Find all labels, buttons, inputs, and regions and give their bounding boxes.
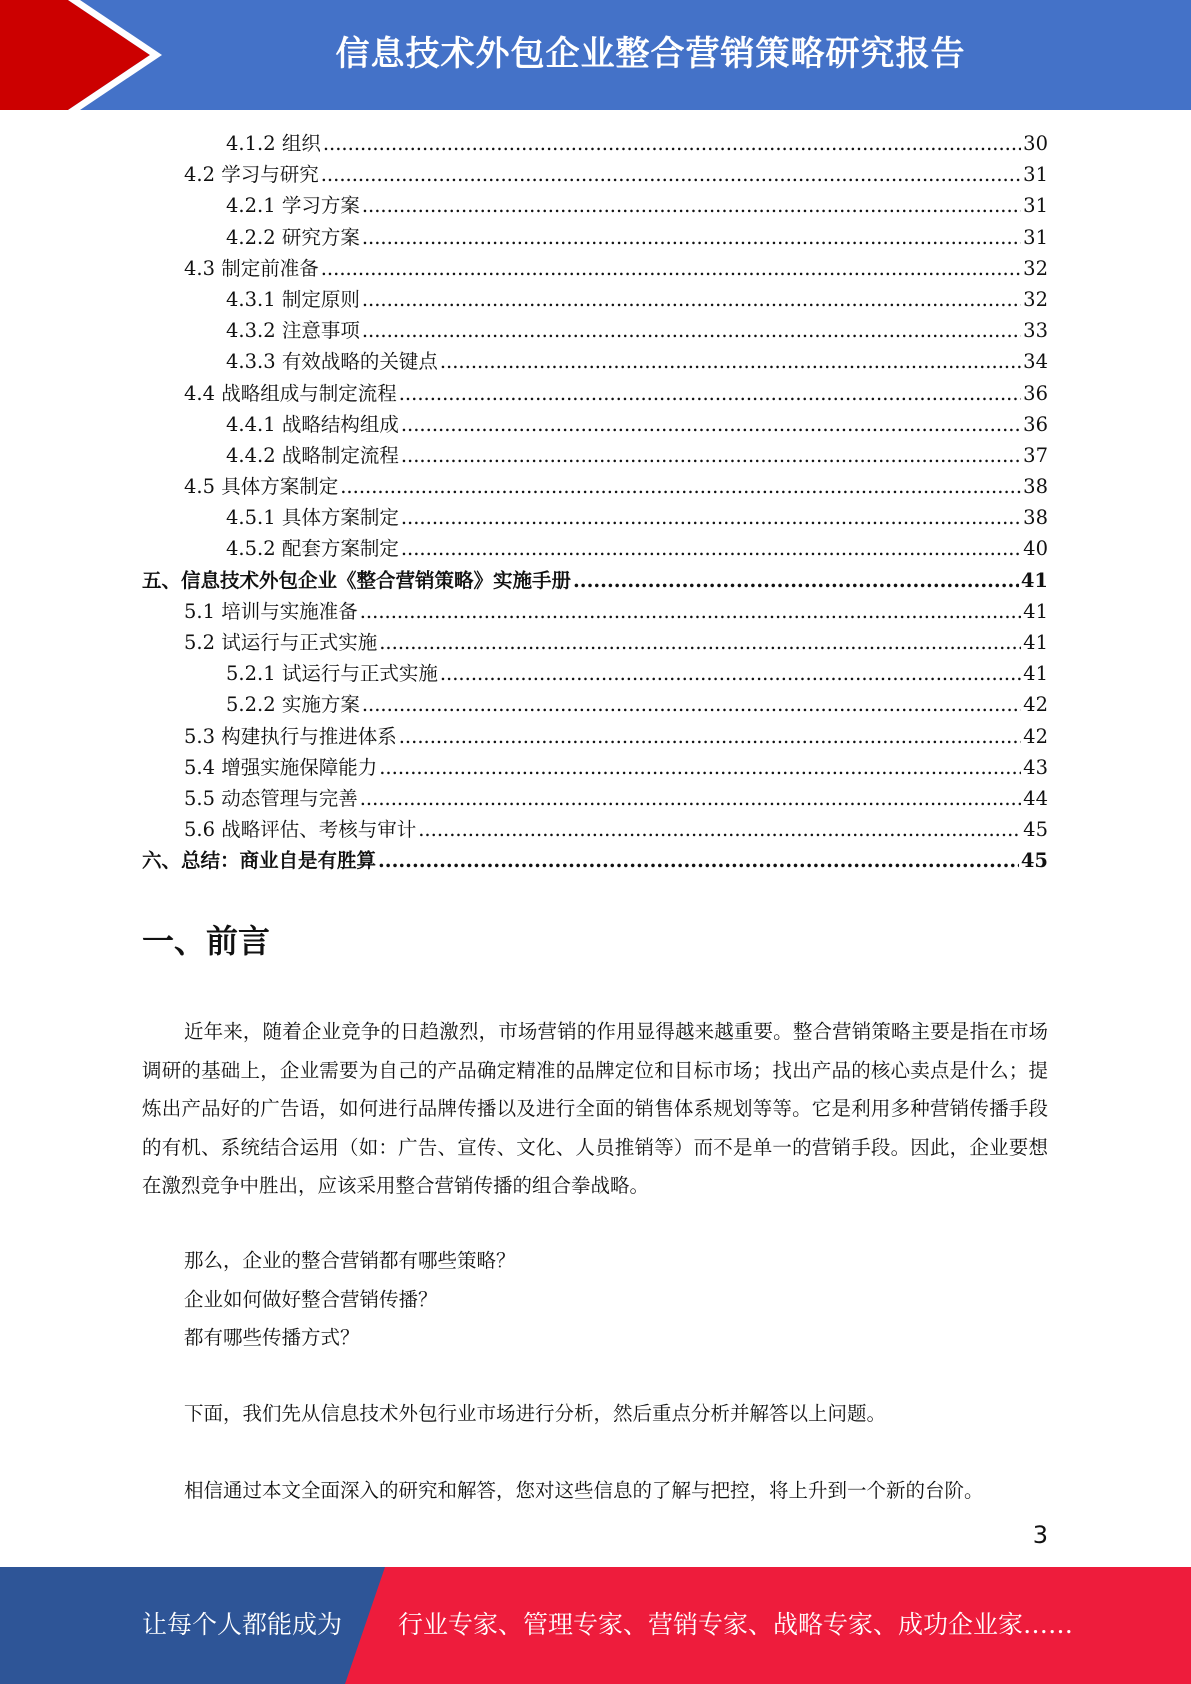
- toc-entry-page: 31: [1023, 194, 1048, 218]
- toc-dot-leader: [399, 725, 1021, 748]
- toc-entry-page: 42: [1023, 724, 1048, 748]
- toc-entry-label: 4.5.2 配套方案制定: [226, 537, 399, 561]
- report-title: 信息技术外包企业整合营销策略研究报告: [335, 34, 966, 74]
- toc-entry-label: 4.5 具体方案制定: [184, 475, 339, 499]
- toc-entry-page: 45: [1020, 849, 1048, 873]
- toc-entry-page: 30: [1023, 132, 1048, 155]
- toc-entry-label: 4.4 战略组成与制定流程: [184, 381, 397, 405]
- toc-dot-leader: [362, 693, 1021, 716]
- toc-entry[interactable]: [142, 190, 1048, 221]
- toc-entry-page: 44: [1023, 786, 1048, 810]
- toc-dot-leader: [399, 382, 1021, 405]
- question-item: 那么，企业的整合营销都有哪些策略？: [184, 1249, 516, 1272]
- toc-entry-label: 4.3.2 注意事项: [226, 319, 360, 343]
- footer-slogan-left: 让每个人都能成为: [142, 1610, 343, 1639]
- toc-entry-page: 41: [1023, 631, 1048, 654]
- toc-entry-label: 4.5.1 具体方案制定: [226, 506, 399, 530]
- toc-entry-page: 36: [1023, 381, 1048, 405]
- toc-entry[interactable]: [142, 440, 1048, 471]
- toc-dot-leader: [323, 132, 1021, 155]
- toc-entry[interactable]: [142, 721, 1048, 752]
- toc-dot-leader: [340, 475, 1021, 498]
- toc-entry-page: 33: [1023, 319, 1048, 343]
- question-item: 都有哪些传播方式？: [184, 1326, 360, 1349]
- toc-entry[interactable]: [142, 159, 1048, 190]
- toc-entry-page: 42: [1023, 693, 1048, 717]
- toc-entry[interactable]: [142, 378, 1048, 409]
- toc-entry[interactable]: [142, 253, 1048, 284]
- toc-entry-label: 5.4 增强实施保障能力: [184, 755, 378, 779]
- toc-entry[interactable]: [142, 565, 1048, 596]
- toc-entry-page: 43: [1023, 755, 1048, 779]
- toc-entry-label: 4.2 学习与研究: [184, 163, 319, 187]
- toc-entry-label: 4.4.2 战略制定流程: [226, 443, 399, 467]
- toc-dot-leader: [360, 787, 1021, 810]
- toc-entry-label: 5.3 构建执行与推进体系: [184, 724, 397, 748]
- toc-dot-leader: [378, 849, 1019, 872]
- toc-entry[interactable]: [142, 845, 1048, 876]
- toc-entry-page: 38: [1023, 475, 1048, 499]
- toc-dot-leader: [401, 506, 1021, 529]
- page-number: 3: [1032, 1521, 1048, 1549]
- toc-entry-page: 41: [1023, 662, 1048, 686]
- toc-entry-page: 41: [1023, 599, 1048, 623]
- toc-dot-leader: [418, 818, 1021, 841]
- toc-entry-label: 5.2.1 试运行与正式实施: [226, 662, 438, 686]
- toc-entry[interactable]: [142, 596, 1048, 627]
- toc-dot-leader: [440, 350, 1021, 373]
- footer-slogan-right: 行业专家、管理专家、营销专家、战略专家、成功企业家……: [398, 1610, 1074, 1639]
- toc-entry-label: 4.4.1 战略结构组成: [226, 412, 399, 436]
- toc-entry-label: 六、总结：商业自是有胜算: [142, 849, 377, 873]
- page-footer: [0, 1567, 1191, 1684]
- toc-entry[interactable]: [142, 658, 1048, 689]
- table-of-contents: [142, 128, 1048, 877]
- toc-dot-leader: [362, 194, 1021, 217]
- toc-entry[interactable]: [142, 471, 1048, 502]
- toc-entry-label: 4.2.1 学习方案: [226, 194, 360, 218]
- toc-entry-label: 5.1 培训与实施准备: [184, 599, 358, 623]
- toc-entry[interactable]: [142, 627, 1048, 658]
- toc-dot-leader: [321, 163, 1021, 186]
- toc-entry[interactable]: [142, 284, 1048, 315]
- toc-entry[interactable]: [142, 315, 1048, 346]
- toc-dot-leader: [401, 413, 1021, 436]
- toc-dot-leader: [401, 537, 1021, 560]
- toc-entry-page: 36: [1023, 412, 1048, 436]
- toc-entry-label: 五、信息技术外包企业《整合营销策略》实施手册: [142, 568, 572, 592]
- toc-dot-leader: [321, 257, 1021, 280]
- toc-entry-label: 4.1.2 组织: [226, 132, 321, 155]
- toc-entry[interactable]: [142, 222, 1048, 253]
- toc-entry-page: 32: [1023, 256, 1048, 280]
- toc-entry-page: 31: [1023, 163, 1048, 187]
- toc-dot-leader: [440, 662, 1021, 685]
- toc-entry-label: 5.2 试运行与正式实施: [184, 631, 378, 654]
- question-item: 企业如何做好整合营销传播？: [184, 1287, 438, 1311]
- toc-entry[interactable]: [142, 814, 1048, 845]
- toc-entry-page: 40: [1023, 537, 1048, 561]
- toc-dot-leader: [573, 569, 1019, 592]
- toc-entry-label: 4.3.1 制定原则: [226, 287, 360, 311]
- toc-dot-leader: [360, 600, 1021, 623]
- toc-entry[interactable]: [142, 783, 1048, 814]
- toc-entry-page: 37: [1023, 443, 1048, 467]
- toc-entry-label: 5.2.2 实施方案: [226, 693, 360, 717]
- analysis-paragraph: 下面，我们先从信息技术外包行业市场进行分析，然后重点分析并解答以上问题。: [184, 1402, 887, 1425]
- toc-dot-leader: [379, 631, 1021, 654]
- toc-entry-page: 34: [1023, 350, 1048, 374]
- intro-paragraph: 近年来，随着企业竞争的日趋激烈，市场营销的作用显得越来越重要。整合营销策略主要是指在市场调研的基础上，企业需要为自己的产品确定精准的品牌定位和目标市场；找出产品的核心卖点是什么；提炼出产品好的广告语，如何进行品牌传播以及进行全面的销售体系规划等等。它是利用多种营销传播手段的有机、系统结合运用（如：广告、宣传、文化、人员推销等）而不是单一的营销手段。因此，企业要想在激烈竞争中胜出，应该采用整合营销传播的组合拳战略。: [142, 1020, 1048, 1197]
- toc-entry-label: 4.2.2 研究方案: [226, 225, 360, 249]
- toc-entry[interactable]: [142, 752, 1048, 783]
- toc-entry-page: 38: [1023, 506, 1048, 530]
- toc-dot-leader: [362, 226, 1021, 249]
- toc-entry-page: 31: [1023, 225, 1048, 249]
- toc-entry-label: 5.6 战略评估、考核与审计: [184, 818, 417, 842]
- toc-entry-page: 32: [1023, 287, 1048, 311]
- toc-entry[interactable]: [142, 346, 1048, 377]
- toc-dot-leader: [362, 319, 1021, 342]
- toc-dot-leader: [379, 756, 1021, 779]
- toc-entry[interactable]: [142, 128, 1048, 159]
- question-list: [142, 1242, 1090, 1358]
- toc-entry[interactable]: [142, 409, 1048, 440]
- toc-entry[interactable]: [142, 533, 1048, 564]
- toc-entry-page: 41: [1020, 568, 1048, 592]
- page-header: [0, 0, 1191, 110]
- toc-dot-leader: [362, 288, 1021, 311]
- toc-entry[interactable]: [142, 502, 1048, 533]
- toc-entry-label: 4.3.3 有效战略的关键点: [226, 350, 438, 374]
- toc-entry-label: 5.5 动态管理与完善: [184, 786, 358, 810]
- section-heading: 一、前言: [142, 922, 271, 960]
- closing-paragraph: 相信通过本文全面深入的研究和解答，您对这些信息的了解与把控，将上升到一个新的台阶。: [184, 1479, 984, 1502]
- toc-entry[interactable]: [142, 689, 1048, 720]
- toc-entry-page: 45: [1023, 818, 1048, 842]
- toc-dot-leader: [401, 444, 1021, 467]
- toc-entry-label: 4.3 制定前准备: [184, 256, 319, 280]
